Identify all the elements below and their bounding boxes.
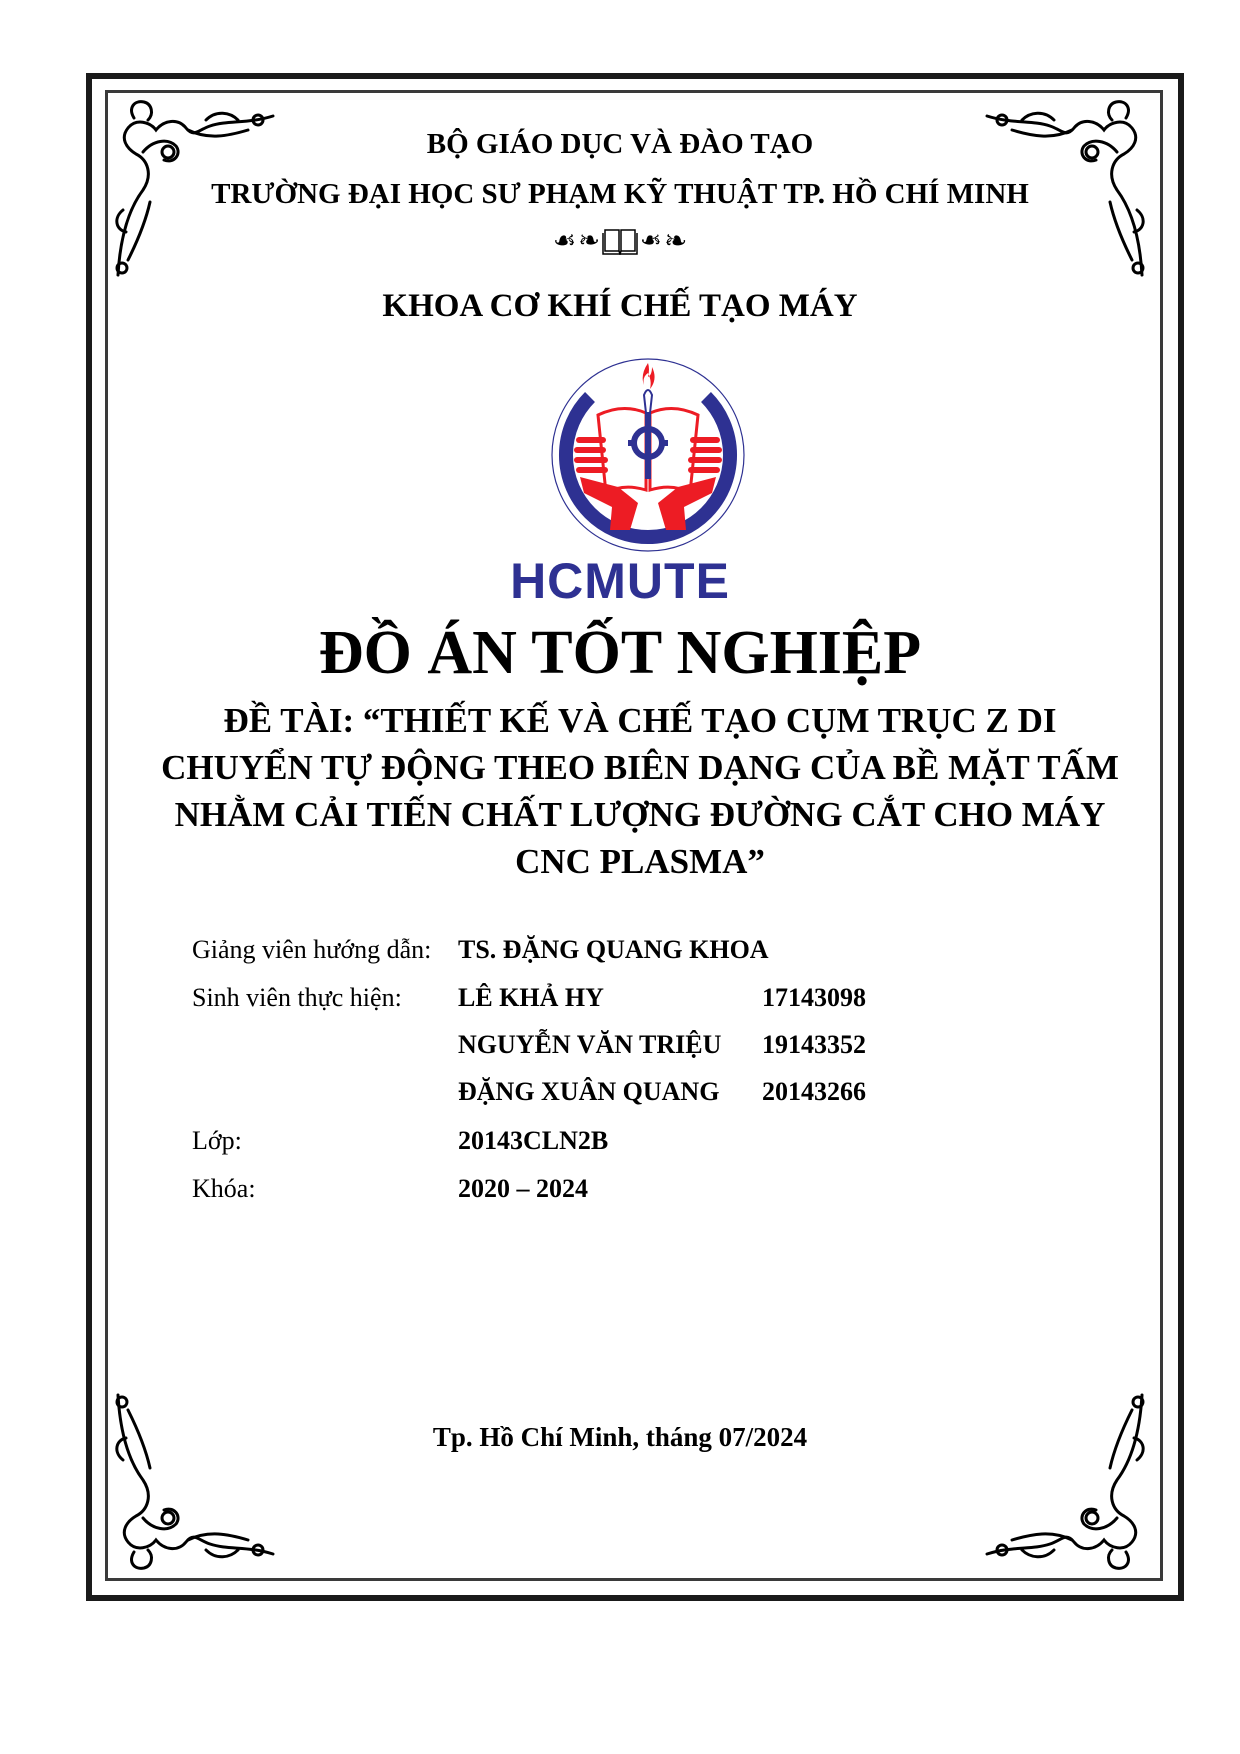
divider-ornament: [0, 226, 1240, 256]
faculty-heading: KHOA CƠ KHÍ CHẾ TẠO MÁY: [382, 288, 858, 324]
class-value: 20143CLN2B: [458, 1126, 609, 1155]
hcmute-wordmark: HCMUTE: [510, 553, 730, 609]
students-label: Sinh viên thực hiện:: [192, 983, 402, 1012]
student-id: 19143352: [762, 1030, 866, 1059]
university-heading: TRƯỜNG ĐẠI HỌC SƯ PHẠM KỸ THUẬT TP. HỒ CHÍ MINH: [211, 178, 1029, 210]
document-title: ĐỒ ÁN TỐT NGHIỆP: [318, 619, 922, 687]
place-date: Tp. Hồ Chí Minh, tháng 07/2024: [432, 1422, 808, 1452]
class-label: Lớp:: [192, 1126, 242, 1155]
open-book-icon: [602, 227, 638, 255]
hcmute-logo-icon: [548, 355, 748, 555]
topic-line: ĐỀ TÀI: “THIẾT KẾ VÀ CHẾ TẠO CỤM TRỤC Z DI: [223, 701, 1057, 740]
topic-line: CHUYỂN TỰ ĐỘNG THEO BIÊN DẠNG CỦA BỀ MẶT TẤM: [161, 748, 1119, 787]
flourish-icon: ❧: [640, 226, 662, 255]
topic-line: NHẰM CẢI TIẾN CHẤT LƯỢNG ĐƯỜNG CẮT CHO MÁY: [174, 795, 1106, 834]
student-name: LÊ KHẢ HY: [458, 983, 604, 1012]
student-id: 20143266: [762, 1077, 866, 1106]
flourish-icon: ☙: [552, 226, 577, 255]
student-name: ĐẶNG XUÂN QUANG: [458, 1077, 720, 1106]
course-value: 2020 – 2024: [458, 1174, 588, 1203]
floral-corner-bottom-right-icon: [972, 1390, 1162, 1580]
thesis-topic: [150, 697, 1130, 885]
flourish-icon: ❧: [578, 226, 600, 255]
student-name: NGUYỄN VĂN TRIỆU: [458, 1030, 722, 1059]
course-label: Khóa:: [192, 1174, 256, 1203]
topic-line: CNC PLASMA”: [515, 842, 765, 881]
advisor-label: Giảng viên hướng dẫn:: [192, 935, 432, 964]
flourish-icon: ☙: [663, 226, 688, 255]
ministry-heading: BỘ GIÁO DỤC VÀ ĐÀO TẠO: [426, 128, 814, 160]
advisor-name: TS. ĐẶNG QUANG KHOA: [458, 935, 769, 964]
floral-corner-bottom-left-icon: [98, 1390, 288, 1580]
student-id: 17143098: [762, 983, 866, 1012]
